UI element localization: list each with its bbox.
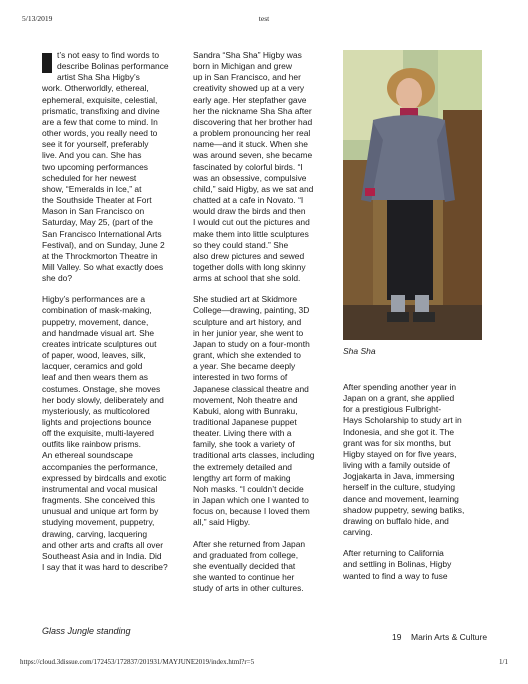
text-line: live. And you can. She has — [42, 150, 142, 161]
text-line: interested in two forms of — [193, 372, 288, 383]
drop-cap — [42, 53, 52, 73]
text-line: and handmade visual art. She — [42, 327, 155, 338]
text-line: Saturday, May 25, (part of the — [42, 217, 153, 228]
text-line: her the nickname Sha Sha after — [193, 105, 312, 116]
text-line: theater. Living there with a — [193, 428, 292, 439]
text-line: up in San Francisco, and her — [193, 72, 301, 83]
paragraph — [193, 539, 341, 595]
text-line: off the exquisite, multi-layered — [42, 428, 154, 439]
text-line: Hays Scholarship to study art in — [343, 415, 462, 426]
text-line: Mill Valley. So what exactly does — [42, 261, 164, 272]
text-line: for a prestigious Fulbright- — [343, 404, 442, 415]
print-title: test — [258, 14, 270, 23]
text-line: born in Michigan and grew — [193, 61, 292, 72]
text-line: and other arts and crafts all over — [42, 539, 164, 550]
text-line: San Francisco International Arts — [42, 228, 162, 239]
text-line: artist Sha Sha Higby’s — [57, 72, 140, 83]
text-line: scheduled for her newest — [42, 172, 137, 183]
text-line: grant, which she extended to — [193, 350, 301, 361]
text-line: focus on, because I loved them — [193, 506, 310, 517]
text-line: so they could stand.” She — [193, 239, 289, 250]
text-line: sculpture and art history, and — [193, 316, 302, 327]
text-line: After returning to California — [343, 548, 444, 559]
text-line: I would cut out the pictures and — [193, 217, 310, 228]
text-line: she eventually decided that — [193, 560, 296, 571]
text-line: accompanies the performance, — [42, 461, 158, 472]
text-line: chatted at a cafe in Novato. “I — [193, 195, 304, 206]
text-line: costumes. Onstage, she moves — [42, 383, 161, 394]
print-page-count: 1/1 — [499, 658, 508, 666]
text-line: all,” said Higby. — [193, 517, 251, 528]
text-line: shadow puppetry, sewing batiks, — [343, 504, 465, 515]
text-line: creativity showed up at a very — [193, 83, 305, 94]
text-line: Sandra “Sha Sha” Higby was — [193, 50, 302, 60]
text-line: I say that it was hard to describe? — [42, 562, 168, 573]
text-line: wanted to find a way to fuse — [343, 570, 448, 581]
text-line: the extremely detailed and — [193, 461, 292, 472]
article-column-2 — [193, 50, 341, 604]
text-line: make them into little sculptures — [193, 228, 309, 239]
text-line: study of arts in other cultures. — [193, 583, 304, 594]
paragraph — [42, 294, 186, 573]
text-line: Noh masks. “I couldn’t decide — [193, 483, 304, 494]
text-line: together dolls with long skinny — [193, 261, 306, 272]
paragraph — [193, 50, 341, 284]
print-date: 5/13/2019 — [22, 14, 53, 23]
text-line: living with a family outside of — [343, 460, 450, 471]
text-line: unusual and unique art form by — [42, 506, 159, 517]
text-line: She studied art at Skidmore — [193, 294, 298, 305]
text-line: creates intricate sculptures out — [42, 338, 157, 349]
text-line: Festival), and on Sunday, June 2 — [42, 239, 165, 250]
text-line: dance and movement, learning — [343, 493, 459, 504]
text-line: lights and projections bounce — [42, 417, 152, 427]
paragraph — [42, 50, 186, 284]
text-line: Indonesia, and she got it. The — [343, 426, 455, 437]
text-line: and graduated from college, — [193, 549, 299, 560]
text-line: expressed by birdcalls and exotic — [42, 472, 167, 483]
text-line: studying movement, puppetry, — [42, 517, 155, 528]
text-line: After spending another year in — [343, 382, 457, 392]
text-line: work. Otherworldly, ethereal, — [42, 83, 149, 94]
text-line: fragments. She conceived this — [42, 495, 156, 506]
text-line: see it for yourself, preferably — [42, 139, 149, 150]
page-number: 19 — [392, 632, 402, 642]
text-line: An ethereal soundscape — [42, 450, 134, 461]
text-line: family, she took a variety of — [193, 439, 295, 450]
text-line: other words, you really need to — [42, 128, 158, 139]
text-line: lacquer, ceramics and gold — [42, 361, 143, 372]
text-line: in her junior year, she went to — [193, 327, 304, 338]
text-line: a year. She became deeply — [193, 361, 296, 372]
portrait-photo — [343, 50, 482, 340]
text-line: Jogjakarta in Java, immersing — [343, 471, 455, 482]
text-line: in Japan which one I wanted to — [193, 495, 309, 506]
text-line: outfits like rainbow prisms. — [42, 439, 141, 450]
text-line: early age. Her stepfather gave — [193, 94, 307, 105]
text-line: traditional arts classes, including — [193, 450, 315, 461]
text-line: child,” said Higby, as we sat and — [193, 183, 314, 194]
text-line: describe Bolinas performance — [57, 61, 169, 72]
photo-caption: Sha Sha — [343, 346, 376, 356]
print-url: https://cloud.3dissue.com/172453/172837/201931/MAYJUNE2019/index.html?r=5 — [20, 658, 255, 666]
text-line: are a few that come to mind. In — [42, 116, 158, 127]
text-line: leaf and then wears them as — [42, 372, 149, 383]
text-line: fascinated by colorful birds. “I — [193, 161, 303, 172]
text-line: Japan to study on a four-month — [193, 338, 310, 349]
text-line: grant was for six months, but — [343, 437, 451, 448]
text-line: Southeast Asia and in India. Did — [42, 550, 162, 561]
text-line: mysteriously, as multicolored — [42, 405, 150, 416]
text-line: at the Throckmorton Theatre in — [42, 250, 158, 261]
text-line: discovering that her brother had — [193, 116, 313, 127]
text-line: her body slowly, deliberately and — [42, 394, 164, 405]
text-line: movement, Noh theatre and — [193, 394, 298, 405]
text-line: Higby stayed on for five years, — [343, 448, 457, 459]
paragraph — [343, 382, 482, 538]
article-column-1 — [42, 50, 186, 583]
text-line: Japanese classical theatre and — [193, 383, 309, 394]
text-line: traditional Japanese puppet — [193, 417, 297, 427]
text-line: combination of mask-making, — [42, 305, 152, 316]
magazine-name: Marin Arts & Culture — [411, 632, 488, 642]
text-line: After she returned from Japan — [193, 538, 306, 549]
text-line: and settling in Bolinas, Higby — [343, 559, 452, 570]
text-line: Japan on a grant, she applied — [343, 393, 455, 404]
text-line: show, “Emeralds in Ice,” at — [42, 183, 142, 194]
text-line: would draw the birds and then — [193, 206, 306, 217]
text-line: carving. — [343, 527, 373, 538]
text-line: prismatic, transfixing and divine — [42, 105, 160, 116]
text-line: lengthy art form of making — [193, 472, 291, 483]
text-line: arms at school that she sold. — [193, 273, 301, 284]
text-line: two upcoming performances — [42, 161, 148, 172]
paragraph — [193, 294, 341, 528]
portrait-illustration — [343, 50, 482, 340]
text-line: Mason in San Francisco on — [42, 206, 145, 217]
text-line: a problem pronouncing her real — [193, 128, 311, 139]
text-line: also drew pictures and sewed — [193, 250, 305, 261]
text-line: puppetry, movement, dance, — [42, 316, 149, 327]
text-line: College—drawing, painting, 3D — [193, 305, 310, 316]
text-line: name—and it stuck. When she — [193, 139, 308, 150]
text-line: t’s not easy to find words to — [57, 50, 160, 60]
text-line: Kabuki, along with Bunraku, — [193, 405, 298, 416]
text-line: was an obsessive, compulsive — [193, 172, 307, 183]
text-line: was around seven, she became — [193, 150, 313, 161]
text-line: ephemeral, exquisite, celestial, — [42, 94, 158, 105]
text-line: Higby’s performances are a — [42, 294, 146, 305]
text-line: she do? — [42, 273, 73, 284]
text-line: instrumental and vocal musical — [42, 483, 158, 494]
text-line: she wanted to continue her — [193, 572, 295, 583]
image-caption: Glass Jungle standing — [42, 626, 131, 636]
text-line: drawing on buffalo hide, and — [343, 515, 449, 526]
text-line: drawing, carving, lacquering — [42, 528, 148, 539]
text-line: the Southside Theater at Fort — [42, 195, 152, 206]
text-line: herself in the culture, studying — [343, 482, 456, 493]
paragraph — [343, 548, 482, 581]
article-column-3 — [343, 382, 482, 592]
text-line: of paper, wood, leaves, silk, — [42, 350, 146, 361]
